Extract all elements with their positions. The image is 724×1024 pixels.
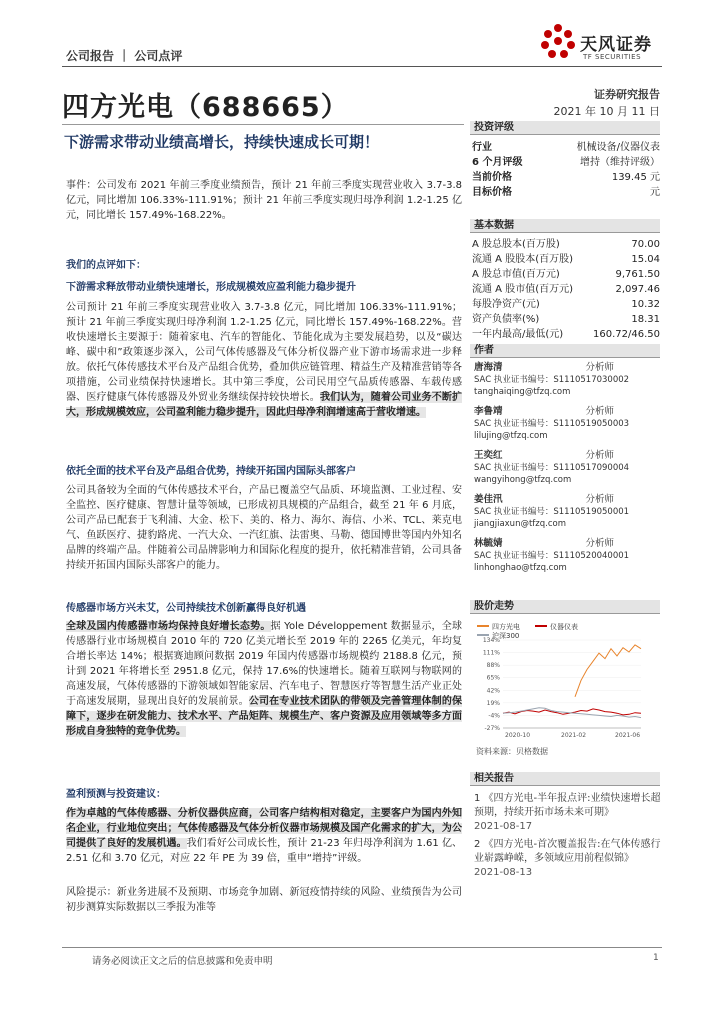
basic-data-row: 流通 A 股市值(百万元) 2,097.46 bbox=[472, 284, 660, 295]
analyst-card: 李鲁靖 分析师 SAC 执业证书编号：S1110519050003 lilujing@tfzq.com bbox=[474, 406, 660, 442]
analyst-email[interactable]: jiangjiaxun@tfzq.com bbox=[474, 519, 566, 529]
section-4-text: 我们看好公司成长性，预计 21-23 年归母净利润为 1.61 亿、2.51 亿和 3.70 亿元，对应 22 年 PE 为 39 倍，重申“增持”评级。 bbox=[66, 838, 462, 864]
event-paragraph: 事件：公司发布 2021 年前三季度业绩预告，预计 21 年前三季度实现营业收入 3.7-3.8 亿元，同比增加 106.33%-111.91%；预计 21 年前三季度实现归母净利润 1.2-1.25 亿元，同比增长 157.49%-168.22%。 bbox=[66, 180, 462, 221]
y-tick-label: 19% bbox=[486, 699, 500, 707]
logo-mark-icon bbox=[538, 22, 578, 62]
basic-data-section-header: 基本数据 bbox=[470, 219, 660, 233]
rating-row: 行业 机械设备/仪器仪表 bbox=[472, 142, 660, 153]
analyst-card: 唐海清 分析师 SAC 执业证书编号：S1110517030002 tanghaiqing@tfzq.com bbox=[474, 362, 660, 398]
author-section-header: 作者 bbox=[470, 344, 660, 358]
analyst-card: 姜佳汛 分析师 SAC 执业证书编号：S1110519050001 jiangjiaxun@tfzq.com bbox=[474, 494, 660, 530]
analyst-name: 唐海清 bbox=[474, 362, 503, 373]
section-heading-2: 依托全面的技术平台及产品组合优势，持续开拓国内国际头部客户 bbox=[66, 466, 356, 477]
analyst-card: 林毓婧 分析师 SAC 执业证书编号：S1110520040001 linhonghao@tfzq.com bbox=[474, 538, 660, 574]
related-report-item[interactable] bbox=[474, 792, 662, 834]
section-4-paragraph bbox=[66, 806, 462, 866]
section-3-highlight: 公司在专业技术团队的带领及完善管理体制的保障下，逐步在研发能力、技术水平、产品矩阵、规模生产、客户资源及应用领域等多方面形成自身独特的竞争优势。 bbox=[66, 696, 463, 737]
headline-divider bbox=[62, 124, 464, 125]
logo-text: 天风证券 bbox=[580, 35, 652, 55]
company-title: 四方光电（688665） bbox=[62, 92, 349, 123]
analyst-name: 林毓婧 bbox=[474, 538, 503, 549]
analyst-email[interactable]: linhonghao@tfzq.com bbox=[474, 563, 567, 573]
analyst-sac: SAC 执业证书编号：S1110517030002 bbox=[474, 375, 630, 385]
analyst-sac: SAC 执业证书编号：S1110517090004 bbox=[474, 463, 630, 473]
chart-source: 资料来源：贝格数据 bbox=[476, 747, 548, 756]
footer-divider bbox=[62, 947, 662, 948]
basic-data-row: A 股总市值(百万元) 9,761.50 bbox=[472, 269, 660, 280]
y-tick-label: 65% bbox=[486, 674, 500, 682]
section-heading-4: 盈利预测与投资建议： bbox=[66, 789, 166, 800]
stock-price-chart bbox=[475, 620, 645, 740]
comments-intro: 我们的点评如下： bbox=[66, 260, 146, 271]
headline: 下游需求带动业绩高增长，持续快速成长可期！ bbox=[64, 133, 380, 151]
disclaimer-note: 请务必阅读正文之后的信息披露和免责申明 bbox=[92, 956, 273, 967]
y-tick-label: 42% bbox=[486, 687, 500, 695]
section-heading-3: 传感器市场方兴未艾，公司持续技术创新赢得良好机遇 bbox=[66, 603, 306, 614]
series-line-1 bbox=[503, 709, 641, 715]
analyst-email[interactable]: wangyihong@tfzq.com bbox=[474, 475, 572, 485]
section-3-lead: 全球及国内传感器市场均保持良好增长态势。 bbox=[66, 621, 271, 632]
rating-row: 6 个月评级 增持（维持评级） bbox=[472, 157, 660, 168]
rating-row: 目标价格 元 bbox=[472, 187, 660, 198]
analyst-sac: SAC 执业证书编号：S1110519050001 bbox=[474, 507, 630, 517]
basic-data-row: 流通 A 股股本(百万股) 15.04 bbox=[472, 254, 660, 265]
report-type: 证券研究报告 bbox=[594, 88, 660, 101]
report-date: 2021 年 10 月 11 日 bbox=[553, 105, 660, 118]
y-tick-label: 111% bbox=[482, 649, 500, 657]
section-1-highlight: 我们认为，随着公司业务不断扩大，形成规模效应，公司盈利能力稳步提升，因此归母净利润增速高于营收增速。 bbox=[66, 392, 463, 418]
x-tick-label: 2020-10 bbox=[505, 732, 531, 739]
section-3-text: 据 Yole Développement 数据显示，全球传感器行业市场规模自 2010 年的 720 亿美元增长至 2019 年的 2265 亿美元，年均复合增长率达 14%；根据赛迪顾问数据 2019 年国内传感器市场规模约 2188.8 亿元，预计到 2021 年将增长至 2951.8 亿元，保持 17.6%的快速增长。随着互联网与物联网的高速发展，气体传感器的下游领域如智能家居、汽车电子、智慧医疗等智慧生活产业正处于高速发展期，显现出良好的发展前景。 bbox=[66, 621, 463, 707]
y-tick-label: 88% bbox=[486, 662, 500, 670]
analyst-email[interactable]: lilujing@tfzq.com bbox=[474, 431, 548, 441]
analyst-card: 王奕红 分析师 SAC 执业证书编号：S1110517090004 wangyihong@tfzq.com bbox=[474, 450, 660, 486]
basic-data-row: 每股净资产(元) 10.32 bbox=[472, 299, 660, 310]
basic-data-row: 资产负债率(%) 18.31 bbox=[472, 314, 660, 325]
rating-section-header: 投资评级 bbox=[470, 121, 660, 135]
y-tick-label: 134% bbox=[482, 637, 500, 644]
related-report-date: 2021-08-17 bbox=[474, 821, 533, 832]
logo-subtext: TF SECURITIES bbox=[583, 53, 642, 61]
x-tick-label: 2021-06 bbox=[615, 732, 641, 739]
related-report-title[interactable]: 2 《四方光电-首次覆盖报告:在气体传感行业崭露峥嵘，多领域应用前程似锦》 bbox=[474, 839, 661, 864]
section-1-text: 公司预计 21 年前三季度实现营业收入 3.7-3.8 亿元，同比增加 106.33%-111.91%；预计 21 年前三季度实现归母净利润 1.2-1.25 亿元，同比增长 157.49%-168.22%。营收快速增长主要源于：随着家电、汽车的智能化、节能化成为主要发展趋势，以及“碳达峰、碳中和”政策逐步深入，公司气体传感器及气体分析仪器产业下游市场需求进一步释放。依托气体传感技术平台及产品组合优势，叠加供应链管理、精益生产及精准营销等各项措施，公司业绩保持快速增长。其中第三季度，公司民用空气品质传感器、车载传感器、医疗健康气体传感器及外贸业务继续保持较快增长。 bbox=[66, 302, 462, 403]
section-3-paragraph bbox=[66, 619, 462, 739]
rating-row: 当前价格 139.45 元 bbox=[472, 172, 660, 183]
section-heading-1: 下游需求释放带动业绩快速增长，形成规模效应盈利能力稳步提升 bbox=[66, 282, 356, 293]
legend-label: 沪深300 bbox=[492, 632, 520, 640]
y-tick-label: -27% bbox=[484, 725, 500, 732]
series-line-2 bbox=[503, 708, 641, 718]
related-report-date: 2021-08-13 bbox=[474, 867, 533, 878]
basic-data-row: 一年内最高/最低(元) 160.72/46.50 bbox=[472, 329, 660, 340]
legend-label: 仪器仪表 bbox=[550, 623, 578, 631]
stock-chart-section-header: 股价走势 bbox=[470, 600, 660, 614]
risk-paragraph: 风险提示：新业务进展不及预期、市场竞争加剧、新冠疫情持续的风险、业绩预告为公司初步测算实际数据以三季报为准等 bbox=[66, 887, 462, 913]
related-report-list bbox=[474, 792, 662, 880]
related-report-item[interactable] bbox=[474, 838, 662, 880]
report-category: 公司报告 ｜ 公司点评 bbox=[66, 49, 183, 63]
analyst-name: 李鲁靖 bbox=[474, 406, 503, 417]
analyst-sac: SAC 执业证书编号：S1110519050003 bbox=[474, 419, 630, 429]
analyst-name: 姜佳汛 bbox=[474, 494, 503, 505]
basic-data-row: A 股总股本(百万股) 70.00 bbox=[472, 239, 660, 250]
x-tick-label: 2021-02 bbox=[561, 732, 587, 739]
section-2-paragraph: 公司具备较为全面的气体传感技术平台，产品已覆盖空气品质、环境监测、工业过程、安全监控、医疗健康、智慧计量等领域，已形成初具规模的产品组合，截至 21 年 6 月底，公司产品已配套于飞利浦、大金、松下、美的、格力、海尔、海信、小米、TCL、莱克电气、鱼跃医疗、捷豹路虎、一汽大众、一汽红旗、法雷奥、马勒、德国博世等国内外知名品牌的终端产品。伴随着公司品牌影响力和国际化程度的提升，依托精准营销，公司具备持续开拓国内国际头部客户的能力。 bbox=[66, 485, 462, 571]
related-report-title[interactable]: 1 《四方光电-半年报点评:业绩快速增长超预期，持续开拓市场未来可期》 bbox=[474, 793, 661, 818]
page-number: 1 bbox=[653, 953, 659, 963]
basic-data-table bbox=[472, 237, 660, 342]
analyst-sac: SAC 执业证书编号：S1110520040001 bbox=[474, 551, 630, 561]
analyst-name: 王奕红 bbox=[474, 450, 503, 461]
y-tick-label: -4% bbox=[488, 712, 500, 720]
analyst-email[interactable]: tanghaiqing@tfzq.com bbox=[474, 387, 571, 397]
related-reports-section-header: 相关报告 bbox=[470, 772, 660, 786]
legend-label: 四方光电 bbox=[492, 623, 520, 631]
section-4-highlight: 作为卓越的气体传感器、分析仪器供应商，公司客户结构相对稳定，主要客户为国内外知名企业，行业地位突出；气体传感器及气体分析仪器市场规模及国产化需求的扩大，为公司提供了良好的发展机遇。 bbox=[66, 808, 462, 849]
brand-logo bbox=[536, 18, 686, 70]
section-1-paragraph bbox=[66, 300, 462, 420]
rating-table bbox=[472, 140, 660, 200]
